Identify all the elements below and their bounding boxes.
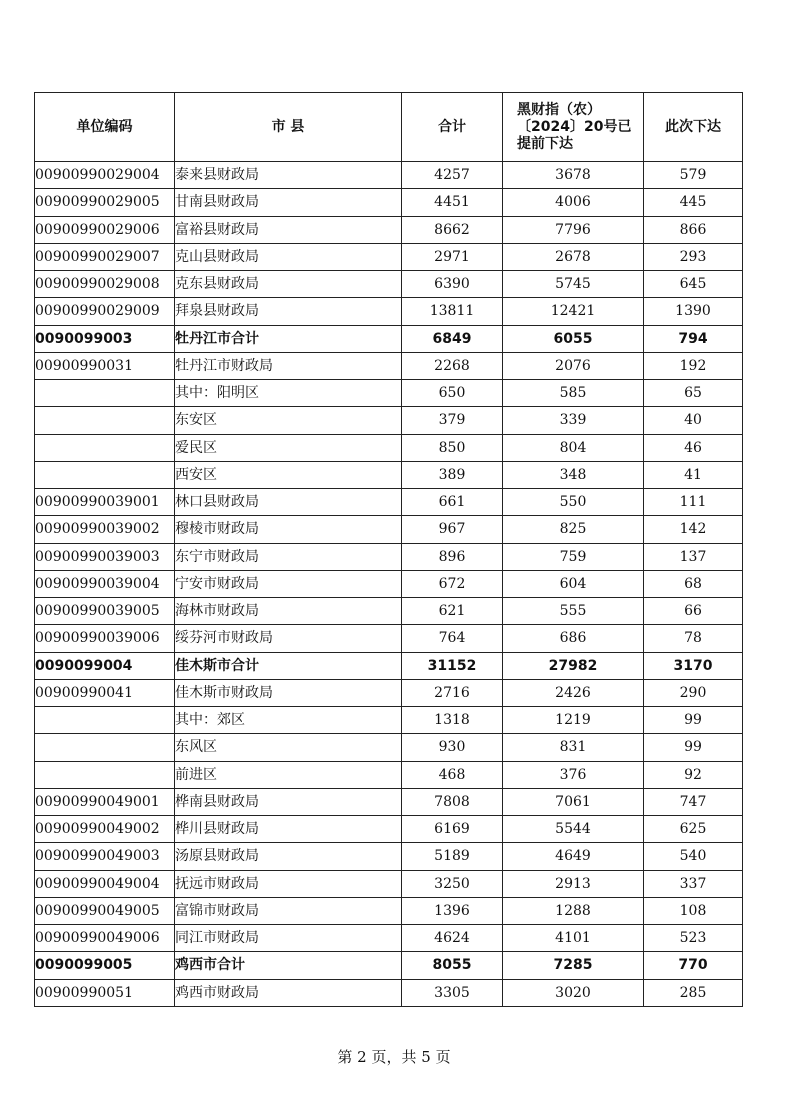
cell-advance: 3020 bbox=[503, 979, 644, 1006]
cell-name: 克山县财政局 bbox=[175, 243, 402, 270]
cell-total: 389 bbox=[402, 461, 503, 488]
cell-code: 00900990049002 bbox=[35, 816, 175, 843]
table-row bbox=[35, 625, 743, 652]
table-row bbox=[35, 352, 743, 379]
table-row bbox=[35, 679, 743, 706]
header-total: 合计 bbox=[402, 93, 503, 162]
cell-code: 00900990049001 bbox=[35, 788, 175, 815]
table-row bbox=[35, 734, 743, 761]
cell-code bbox=[35, 707, 175, 734]
cell-advance: 12421 bbox=[503, 298, 644, 325]
cell-code: 00900990029005 bbox=[35, 189, 175, 216]
cell-total: 6169 bbox=[402, 816, 503, 843]
cell-advance: 27982 bbox=[503, 652, 644, 679]
cell-advance: 4101 bbox=[503, 925, 644, 952]
table-row bbox=[35, 897, 743, 924]
cell-code: 00900990039005 bbox=[35, 598, 175, 625]
cell-current: 290 bbox=[644, 679, 743, 706]
cell-total: 930 bbox=[402, 734, 503, 761]
cell-current: 142 bbox=[644, 516, 743, 543]
cell-name: 克东县财政局 bbox=[175, 271, 402, 298]
cell-current: 285 bbox=[644, 979, 743, 1006]
header-current: 此次下达 bbox=[644, 93, 743, 162]
cell-current: 770 bbox=[644, 952, 743, 979]
cell-advance: 604 bbox=[503, 570, 644, 597]
cell-name: 牡丹江市财政局 bbox=[175, 352, 402, 379]
cell-name: 鸡西市财政局 bbox=[175, 979, 402, 1006]
cell-advance: 759 bbox=[503, 543, 644, 570]
subtotal-row bbox=[35, 652, 743, 679]
table-row bbox=[35, 298, 743, 325]
allocation-table bbox=[34, 92, 743, 1007]
cell-total: 8055 bbox=[402, 952, 503, 979]
cell-advance: 4006 bbox=[503, 189, 644, 216]
cell-total: 650 bbox=[402, 380, 503, 407]
cell-code: 0090099004 bbox=[35, 652, 175, 679]
table-body bbox=[35, 162, 743, 1007]
cell-advance: 686 bbox=[503, 625, 644, 652]
cell-code: 00900990031 bbox=[35, 352, 175, 379]
table-row bbox=[35, 925, 743, 952]
cell-advance: 2678 bbox=[503, 243, 644, 270]
table-row bbox=[35, 189, 743, 216]
cell-name: 同江市财政局 bbox=[175, 925, 402, 952]
cell-current: 625 bbox=[644, 816, 743, 843]
cell-total: 3250 bbox=[402, 870, 503, 897]
cell-current: 137 bbox=[644, 543, 743, 570]
cell-current: 523 bbox=[644, 925, 743, 952]
cell-code: 00900990029006 bbox=[35, 216, 175, 243]
cell-name: 其中：阳明区 bbox=[175, 380, 402, 407]
table-row bbox=[35, 516, 743, 543]
cell-total: 13811 bbox=[402, 298, 503, 325]
cell-advance: 555 bbox=[503, 598, 644, 625]
cell-total: 31152 bbox=[402, 652, 503, 679]
cell-total: 8662 bbox=[402, 216, 503, 243]
cell-total: 7808 bbox=[402, 788, 503, 815]
header-name: 市 县 bbox=[175, 93, 402, 162]
cell-advance: 7796 bbox=[503, 216, 644, 243]
cell-name: 拜泉县财政局 bbox=[175, 298, 402, 325]
cell-advance: 831 bbox=[503, 734, 644, 761]
cell-advance: 4649 bbox=[503, 843, 644, 870]
cell-code: 00900990049006 bbox=[35, 925, 175, 952]
cell-name: 林口县财政局 bbox=[175, 489, 402, 516]
cell-total: 5189 bbox=[402, 843, 503, 870]
cell-total: 468 bbox=[402, 761, 503, 788]
cell-current: 747 bbox=[644, 788, 743, 815]
subtotal-row bbox=[35, 325, 743, 352]
cell-total: 2268 bbox=[402, 352, 503, 379]
cell-advance: 5544 bbox=[503, 816, 644, 843]
cell-name: 抚远市财政局 bbox=[175, 870, 402, 897]
cell-code: 00900990039003 bbox=[35, 543, 175, 570]
table-row bbox=[35, 761, 743, 788]
table-row bbox=[35, 788, 743, 815]
cell-code bbox=[35, 734, 175, 761]
cell-code: 00900990029008 bbox=[35, 271, 175, 298]
cell-advance: 6055 bbox=[503, 325, 644, 352]
cell-name: 甘南县财政局 bbox=[175, 189, 402, 216]
cell-advance: 1288 bbox=[503, 897, 644, 924]
cell-name: 西安区 bbox=[175, 461, 402, 488]
cell-current: 337 bbox=[644, 870, 743, 897]
cell-current: 866 bbox=[644, 216, 743, 243]
cell-current: 78 bbox=[644, 625, 743, 652]
cell-advance: 804 bbox=[503, 434, 644, 461]
table-row bbox=[35, 543, 743, 570]
table-row bbox=[35, 216, 743, 243]
cell-code: 00900990039004 bbox=[35, 570, 175, 597]
cell-code: 00900990049005 bbox=[35, 897, 175, 924]
cell-advance: 550 bbox=[503, 489, 644, 516]
cell-total: 967 bbox=[402, 516, 503, 543]
cell-name: 东宁市财政局 bbox=[175, 543, 402, 570]
cell-advance: 376 bbox=[503, 761, 644, 788]
table-row bbox=[35, 489, 743, 516]
cell-name: 海林市财政局 bbox=[175, 598, 402, 625]
cell-total: 896 bbox=[402, 543, 503, 570]
cell-current: 111 bbox=[644, 489, 743, 516]
cell-advance: 5745 bbox=[503, 271, 644, 298]
table-row bbox=[35, 570, 743, 597]
table-row bbox=[35, 979, 743, 1006]
cell-name: 桦川县财政局 bbox=[175, 816, 402, 843]
table-row bbox=[35, 707, 743, 734]
cell-current: 46 bbox=[644, 434, 743, 461]
cell-name: 桦南县财政局 bbox=[175, 788, 402, 815]
cell-name: 牡丹江市合计 bbox=[175, 325, 402, 352]
cell-code: 00900990049003 bbox=[35, 843, 175, 870]
cell-advance: 2426 bbox=[503, 679, 644, 706]
cell-total: 672 bbox=[402, 570, 503, 597]
subtotal-row bbox=[35, 952, 743, 979]
table-row bbox=[35, 162, 743, 189]
cell-current: 794 bbox=[644, 325, 743, 352]
cell-total: 4624 bbox=[402, 925, 503, 952]
cell-total: 2971 bbox=[402, 243, 503, 270]
table-header-row bbox=[35, 93, 743, 162]
table-row bbox=[35, 461, 743, 488]
cell-total: 3305 bbox=[402, 979, 503, 1006]
cell-code: 00900990039001 bbox=[35, 489, 175, 516]
cell-current: 68 bbox=[644, 570, 743, 597]
cell-total: 850 bbox=[402, 434, 503, 461]
cell-current: 99 bbox=[644, 707, 743, 734]
cell-name: 佳木斯市合计 bbox=[175, 652, 402, 679]
cell-code: 00900990049004 bbox=[35, 870, 175, 897]
cell-name: 东安区 bbox=[175, 407, 402, 434]
table-row bbox=[35, 434, 743, 461]
cell-current: 99 bbox=[644, 734, 743, 761]
page-number: 第 2 页，共 5 页 bbox=[337, 1048, 451, 1066]
cell-total: 1396 bbox=[402, 897, 503, 924]
cell-total: 661 bbox=[402, 489, 503, 516]
cell-total: 1318 bbox=[402, 707, 503, 734]
table-row bbox=[35, 407, 743, 434]
cell-advance: 2913 bbox=[503, 870, 644, 897]
table-row bbox=[35, 870, 743, 897]
cell-code: 00900990029007 bbox=[35, 243, 175, 270]
cell-total: 764 bbox=[402, 625, 503, 652]
cell-current: 445 bbox=[644, 189, 743, 216]
cell-current: 66 bbox=[644, 598, 743, 625]
table-row bbox=[35, 816, 743, 843]
cell-advance: 339 bbox=[503, 407, 644, 434]
cell-total: 4257 bbox=[402, 162, 503, 189]
cell-name: 富锦市财政局 bbox=[175, 897, 402, 924]
cell-name: 爱民区 bbox=[175, 434, 402, 461]
header-code: 单位编码 bbox=[35, 93, 175, 162]
header-advance: 黑财指（农）〔2024〕20号已提前下达 bbox=[503, 93, 644, 162]
cell-total: 379 bbox=[402, 407, 503, 434]
cell-advance: 585 bbox=[503, 380, 644, 407]
cell-name: 佳木斯市财政局 bbox=[175, 679, 402, 706]
cell-name: 泰来县财政局 bbox=[175, 162, 402, 189]
cell-current: 540 bbox=[644, 843, 743, 870]
cell-code: 00900990039002 bbox=[35, 516, 175, 543]
cell-name: 穆棱市财政局 bbox=[175, 516, 402, 543]
cell-current: 579 bbox=[644, 162, 743, 189]
cell-name: 绥芬河市财政局 bbox=[175, 625, 402, 652]
cell-advance: 7285 bbox=[503, 952, 644, 979]
cell-code bbox=[35, 407, 175, 434]
cell-current: 1390 bbox=[644, 298, 743, 325]
cell-code: 00900990029004 bbox=[35, 162, 175, 189]
cell-code: 00900990029009 bbox=[35, 298, 175, 325]
cell-name: 鸡西市合计 bbox=[175, 952, 402, 979]
cell-code: 0090099003 bbox=[35, 325, 175, 352]
cell-total: 4451 bbox=[402, 189, 503, 216]
cell-total: 2716 bbox=[402, 679, 503, 706]
table-row bbox=[35, 243, 743, 270]
cell-name: 宁安市财政局 bbox=[175, 570, 402, 597]
cell-total: 6849 bbox=[402, 325, 503, 352]
table-row bbox=[35, 843, 743, 870]
cell-name: 东风区 bbox=[175, 734, 402, 761]
cell-advance: 7061 bbox=[503, 788, 644, 815]
cell-code bbox=[35, 434, 175, 461]
cell-current: 40 bbox=[644, 407, 743, 434]
cell-current: 65 bbox=[644, 380, 743, 407]
cell-advance: 825 bbox=[503, 516, 644, 543]
cell-current: 645 bbox=[644, 271, 743, 298]
cell-advance: 348 bbox=[503, 461, 644, 488]
table-row bbox=[35, 598, 743, 625]
cell-current: 92 bbox=[644, 761, 743, 788]
cell-code: 00900990041 bbox=[35, 679, 175, 706]
cell-current: 192 bbox=[644, 352, 743, 379]
cell-advance: 2076 bbox=[503, 352, 644, 379]
cell-name: 汤原县财政局 bbox=[175, 843, 402, 870]
cell-code: 00900990039006 bbox=[35, 625, 175, 652]
cell-current: 41 bbox=[644, 461, 743, 488]
cell-current: 3170 bbox=[644, 652, 743, 679]
cell-total: 6390 bbox=[402, 271, 503, 298]
cell-code: 0090099005 bbox=[35, 952, 175, 979]
cell-code bbox=[35, 761, 175, 788]
cell-current: 108 bbox=[644, 897, 743, 924]
cell-advance: 1219 bbox=[503, 707, 644, 734]
cell-name: 其中：郊区 bbox=[175, 707, 402, 734]
cell-code bbox=[35, 461, 175, 488]
cell-name: 前进区 bbox=[175, 761, 402, 788]
cell-name: 富裕县财政局 bbox=[175, 216, 402, 243]
table-row bbox=[35, 271, 743, 298]
table-row bbox=[35, 380, 743, 407]
cell-code bbox=[35, 380, 175, 407]
cell-advance: 3678 bbox=[503, 162, 644, 189]
cell-total: 621 bbox=[402, 598, 503, 625]
cell-code: 00900990051 bbox=[35, 979, 175, 1006]
cell-current: 293 bbox=[644, 243, 743, 270]
